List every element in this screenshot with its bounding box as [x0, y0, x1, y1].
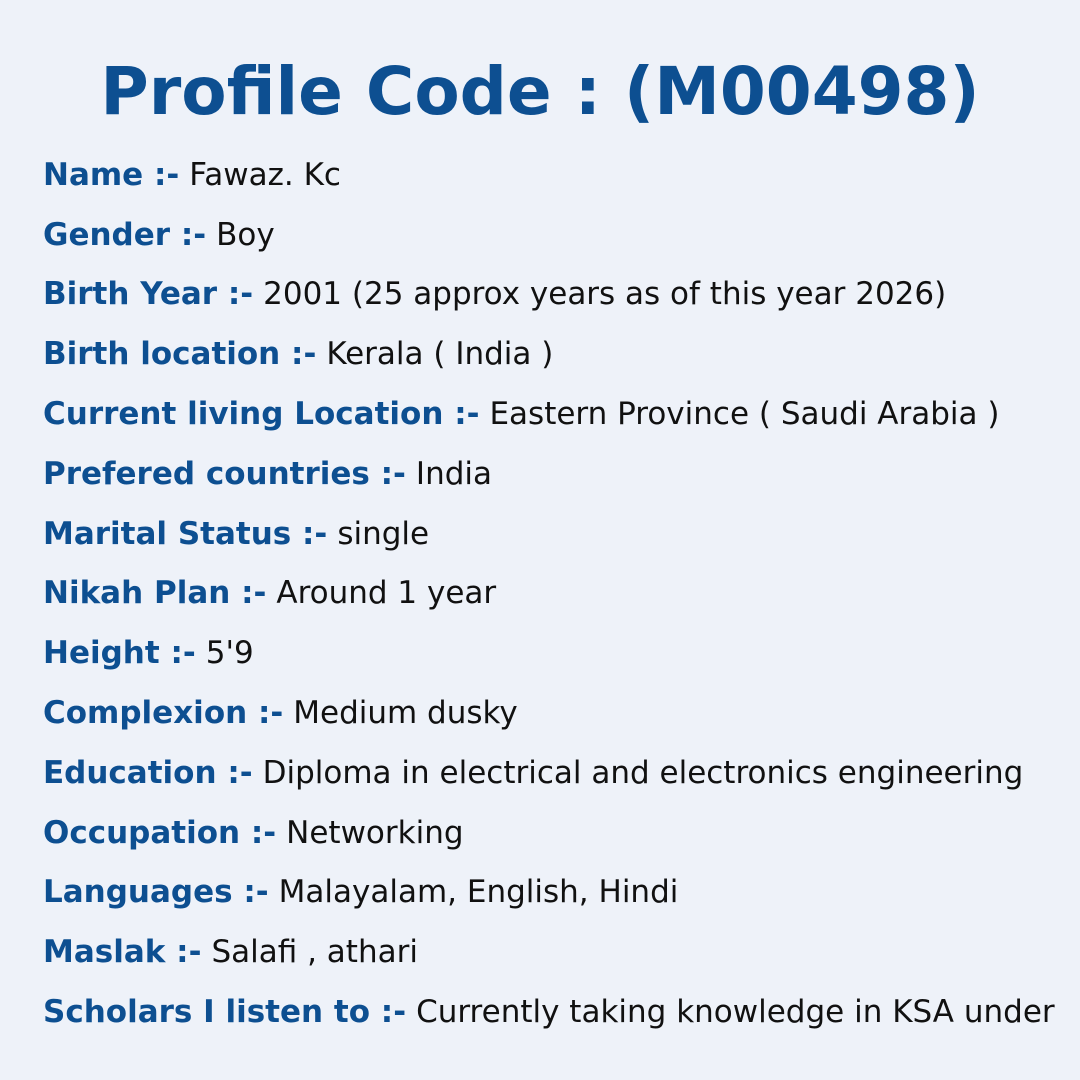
field-label: Languages :- — [43, 874, 269, 911]
field-nikah-plan — [43, 564, 1073, 624]
field-label: Nikah Plan :- — [43, 575, 267, 612]
field-label: Name :- — [43, 156, 180, 193]
field-current-location — [43, 384, 1073, 444]
field-value: single — [337, 515, 430, 552]
field-occupation — [43, 803, 1073, 863]
field-label: Occupation :- — [43, 814, 277, 851]
field-label: Height :- — [43, 635, 196, 672]
field-value: Medium dusky — [293, 695, 518, 732]
field-label: Birth Year :- — [43, 276, 254, 313]
field-value: Kerala ( India ) — [326, 336, 554, 373]
field-label: Birth location :- — [43, 336, 317, 373]
field-marital-status — [43, 504, 1073, 564]
field-scholars — [43, 982, 1073, 1042]
field-label: Complexion :- — [43, 695, 284, 732]
field-value: India — [415, 455, 492, 492]
field-height — [43, 623, 1073, 683]
field-birth-location — [43, 324, 1073, 384]
field-value: Currently taking knowledge in KSA under — [416, 994, 1055, 1031]
field-label: Education :- — [43, 754, 253, 791]
profile-fields — [43, 145, 1073, 1042]
field-education — [43, 743, 1073, 803]
field-complexion — [43, 683, 1073, 743]
field-value: Fawaz. Kc — [189, 156, 341, 193]
field-label: Scholars I listen to :- — [43, 994, 407, 1031]
field-value: Networking — [286, 814, 464, 851]
field-value: Diploma in electrical and electronics engineering — [262, 754, 1024, 791]
field-label: Marital Status :- — [43, 515, 328, 552]
field-value: Salafi , athari — [211, 934, 418, 971]
field-label: Gender :- — [43, 216, 207, 253]
field-languages — [43, 863, 1073, 923]
field-value: Boy — [216, 216, 275, 253]
field-gender — [43, 205, 1073, 265]
field-value: 5'9 — [205, 635, 254, 672]
field-label: Prefered countries :- — [43, 455, 406, 492]
field-preferred-countries — [43, 444, 1073, 504]
field-value: Malayalam, English, Hindi — [278, 874, 679, 911]
field-label: Current living Location :- — [43, 396, 480, 433]
field-value: Eastern Province ( Saudi Arabia ) — [489, 396, 1000, 433]
field-maslak — [43, 922, 1073, 982]
field-birth-year — [43, 265, 1073, 325]
page-title: Profile Code : (M00498) — [100, 53, 980, 130]
field-value: Around 1 year — [276, 575, 497, 612]
field-label: Maslak :- — [43, 934, 202, 971]
field-name — [43, 145, 1073, 205]
field-value: 2001 (25 approx years as of this year 2026) — [263, 276, 947, 313]
